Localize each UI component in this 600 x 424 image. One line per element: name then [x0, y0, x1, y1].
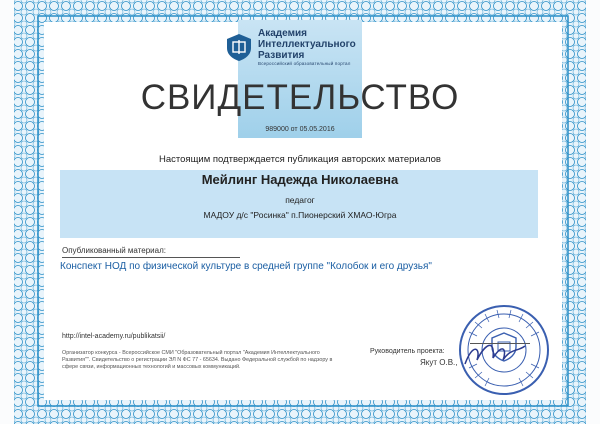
published-material-label: Опубликованный материал:: [62, 246, 166, 255]
signature-line: [470, 343, 530, 344]
brand-name: Академия Интеллектуального Развития: [258, 28, 356, 61]
certificate-number: 989000 от 05.05.2016: [265, 126, 335, 133]
material-title: Конспект НОД по физической культуре в средней группе "Колобок и его друзья": [60, 261, 432, 272]
brand-tagline: Всероссийский образовательный портал: [258, 61, 351, 66]
published-label-underline: [62, 257, 240, 258]
certificate-title: СВИДЕТЕЛЬСТВО: [140, 78, 460, 117]
recipient-position: педагог: [285, 195, 315, 205]
publication-url: http://intel-academy.ru/publikatsii/: [62, 333, 166, 340]
academy-shield-icon: [224, 32, 254, 62]
project-head-name: Якут О.В.,: [420, 358, 458, 367]
recipient-organization: МАДОУ д/с "Росинка" п.Пионерский ХМАО-Югра: [203, 210, 397, 220]
signature-icon: [455, 302, 553, 398]
confirmation-text: Настоящим подтверждается публикация авторских материалов: [159, 154, 441, 165]
organizer-info: Организатор конкурса - Всероссийское СМИ "Образовательный портал "Академия Интеллектуального Развития"". Свидетельство о регистрации ЭЛ N ФС 77 - 65634. Выдано Федеральной службой по надзору в сфере связи, информационных технологий и массовых коммуникаций.: [62, 350, 333, 370]
recipient-name: Мейлинг Надежда Николаевна: [201, 172, 399, 187]
project-head-label: Руководитель проекта:: [370, 348, 445, 355]
